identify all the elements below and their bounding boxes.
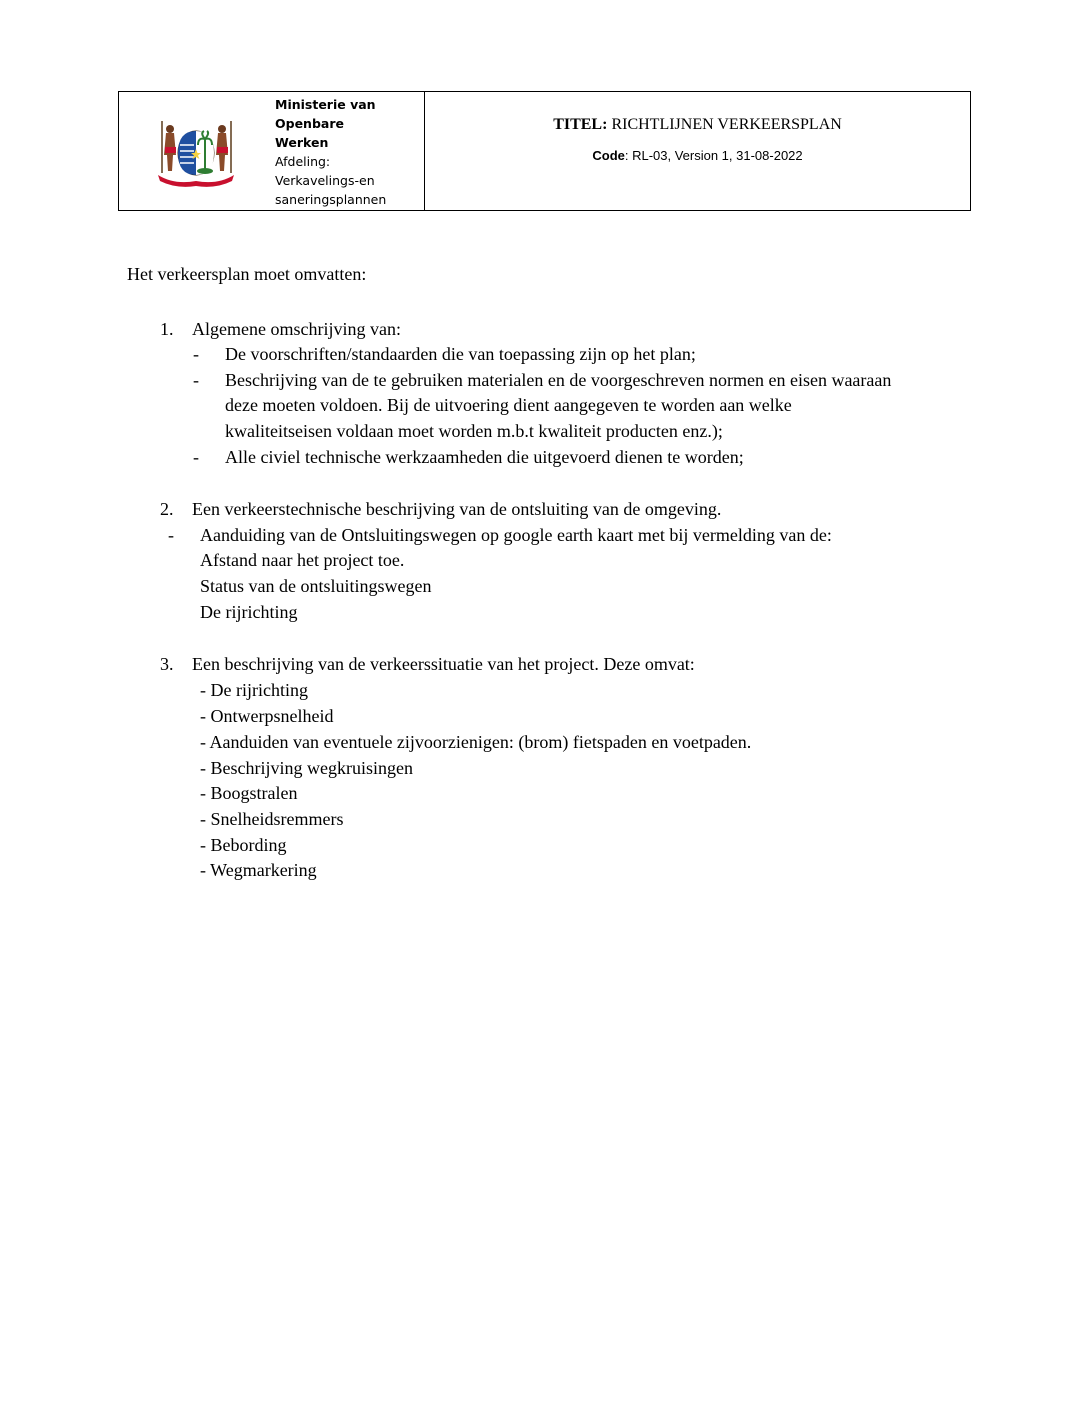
title-cell	[425, 92, 970, 210]
document-code	[425, 148, 970, 163]
bullet-dash: -	[193, 344, 199, 364]
suriname-coat-of-arms-icon	[154, 115, 238, 187]
list-item: - Aanduiden van eventuele zijvoorzienigen: (brom) fietspaden en voetpaden.	[200, 732, 752, 752]
list-item: - Ontwerpsnelheid	[200, 706, 334, 726]
list-item: - Bebording	[200, 835, 287, 855]
bullet-dash: -	[168, 525, 174, 545]
list-item: kwaliteitseisen voldaan moet worden m.b.t kwaliteit producten enz.);	[225, 421, 723, 441]
list-item: Status van de ontsluitingswegen	[200, 576, 432, 596]
section-heading: Algemene omschrijving van:	[192, 319, 401, 339]
title-value: RICHTLIJNEN VERKEERSPLAN	[611, 116, 842, 133]
org-line: Werken	[275, 135, 329, 150]
list-item: - Wegmarkering	[200, 860, 317, 880]
code-value: : RL-03, Version 1, 31-08-2022	[624, 148, 803, 163]
document-title	[425, 116, 970, 134]
section-heading: Een beschrijving van de verkeerssituatie van het project. Deze omvat:	[192, 654, 695, 674]
logo-cell	[119, 92, 273, 210]
section-number: 2.	[160, 499, 174, 519]
list-item: - De rijrichting	[200, 680, 308, 700]
list-item: - Snelheidsremmers	[200, 809, 344, 829]
list-item: De voorschriften/standaarden die van toepassing zijn op het plan;	[225, 344, 696, 364]
section-number: 3.	[160, 654, 174, 674]
org-line: saneringsplannen	[275, 192, 387, 207]
document-header	[118, 91, 971, 211]
org-line: Verkavelings-en	[275, 173, 375, 188]
list-item: Aanduiding van de Ontsluitingswegen op google earth kaart met bij vermelding van de:	[200, 525, 832, 545]
org-line: Openbare	[275, 116, 344, 131]
list-item: Beschrijving van de te gebruiken materialen en de voorgeschreven normen en eisen waaraan	[225, 370, 892, 390]
intro-text: Het verkeersplan moet omvatten:	[127, 264, 367, 284]
list-item: deze moeten voldoen. Bij de uitvoering dient aangegeven te worden aan welke	[225, 395, 792, 415]
section-heading: Een verkeerstechnische beschrijving van de ontsluiting van de omgeving.	[192, 499, 722, 519]
bullet-dash: -	[193, 447, 199, 467]
organisation-cell	[273, 92, 425, 210]
bullet-dash: -	[193, 370, 199, 390]
title-label: TITEL:	[553, 116, 608, 133]
list-item: Alle civiel technische werkzaamheden die uitgevoerd dienen te worden;	[225, 447, 744, 467]
section-number: 1.	[160, 319, 174, 339]
org-line: Afdeling:	[275, 154, 331, 169]
list-item: - Beschrijving wegkruisingen	[200, 758, 413, 778]
list-item: - Boogstralen	[200, 783, 298, 803]
code-label: Code	[592, 148, 625, 163]
list-item: Afstand naar het project toe.	[200, 550, 405, 570]
list-item: De rijrichting	[200, 602, 298, 622]
org-line: Ministerie van	[275, 97, 376, 112]
